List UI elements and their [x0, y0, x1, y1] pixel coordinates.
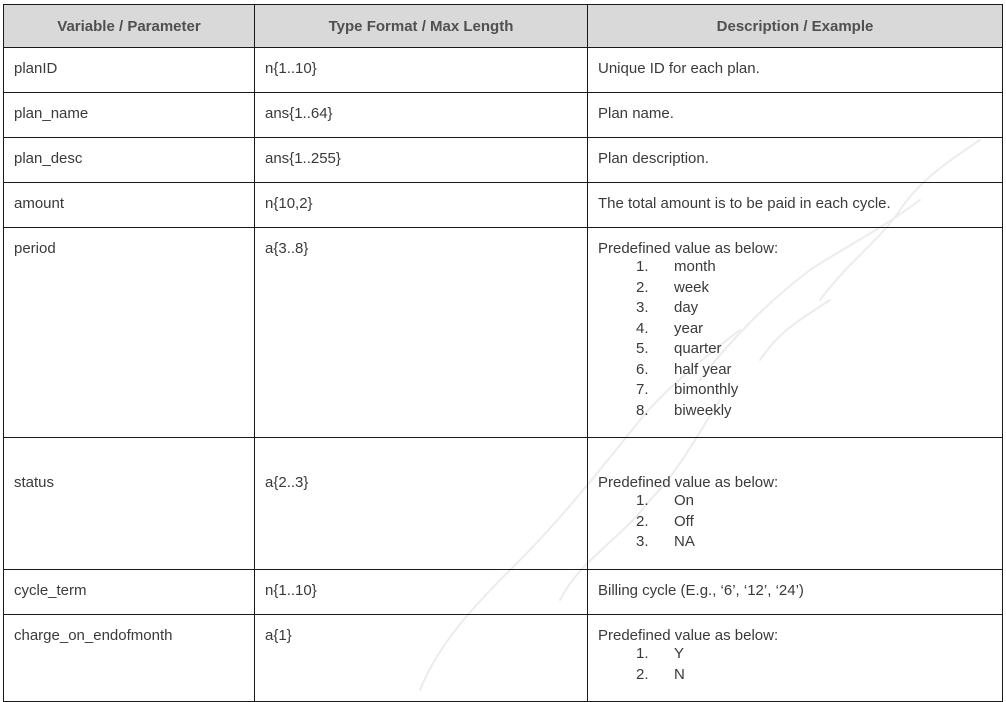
- option-label: Off: [674, 512, 694, 530]
- description-cell: [588, 438, 1003, 570]
- type-cell: n{10,2}: [255, 183, 588, 228]
- list-item: [636, 665, 992, 686]
- list-item: [636, 401, 992, 422]
- list-item: [636, 380, 992, 401]
- option-label: month: [674, 258, 716, 275]
- variable-cell: amount: [4, 183, 255, 228]
- option-number: 3.: [636, 299, 649, 316]
- description-intro: Predefined value as below:: [598, 627, 779, 644]
- header-variable: Variable / Parameter: [4, 5, 255, 48]
- option-label: week: [674, 278, 710, 296]
- list-item: [636, 257, 992, 278]
- type-cell: a{2..3}: [255, 438, 588, 570]
- option-label: year: [674, 319, 704, 337]
- variable-cell: plan_desc: [4, 138, 255, 183]
- description-cell: Billing cycle (E.g., ‘6’, ‘12’, ‘24’): [588, 570, 1003, 615]
- list-item: [636, 644, 992, 665]
- table-row: [4, 570, 1003, 615]
- description-cell: [588, 228, 1003, 438]
- type-cell: n{1..10}: [255, 48, 588, 93]
- table-row: [4, 183, 1003, 228]
- option-label: day: [674, 299, 699, 316]
- description-cell: [588, 615, 1003, 702]
- description-cell: Unique ID for each plan.: [588, 48, 1003, 93]
- table-row: [4, 48, 1003, 93]
- header-description: Description / Example: [588, 5, 1003, 48]
- variable-cell: period: [4, 228, 255, 438]
- option-number: 1.: [636, 492, 649, 509]
- description-cell: Plan description.: [588, 138, 1003, 183]
- table-row: [4, 93, 1003, 138]
- table-row: [4, 438, 1003, 570]
- option-label: quarter: [674, 340, 722, 357]
- list-item: [636, 298, 992, 319]
- spec-table: [3, 4, 1003, 702]
- table-row: [4, 228, 1003, 438]
- list-item: [636, 278, 992, 299]
- option-number: 2.: [636, 278, 649, 296]
- header-row: [4, 5, 1003, 48]
- type-cell: ans{1..255}: [255, 138, 588, 183]
- description-cell: The total amount is to be paid in each cycle.: [588, 183, 1003, 228]
- list-item: [636, 532, 992, 553]
- type-cell: a{1}: [255, 615, 588, 702]
- variable-cell: cycle_term: [4, 570, 255, 615]
- option-label: bimonthly: [674, 381, 739, 398]
- variable-cell: charge_on_endofmonth: [4, 615, 255, 702]
- option-number: 3.: [636, 533, 649, 550]
- option-number: 8.: [636, 401, 649, 419]
- type-cell: n{1..10}: [255, 570, 588, 615]
- variable-cell: planID: [4, 48, 255, 93]
- option-number: 2.: [636, 665, 649, 683]
- option-number: 7.: [636, 381, 649, 398]
- header-type: Type Format / Max Length: [255, 5, 588, 48]
- list-item: [636, 319, 992, 340]
- option-number: 5.: [636, 340, 649, 357]
- description-intro: Predefined value as below:: [598, 240, 779, 257]
- option-number: 1.: [636, 258, 649, 275]
- list-item: [636, 512, 992, 533]
- option-label: Y: [674, 645, 685, 662]
- description-cell: Plan name.: [588, 93, 1003, 138]
- option-number: 4.: [636, 319, 649, 337]
- description-intro: Predefined value as below:: [598, 474, 779, 491]
- option-label: N: [674, 665, 685, 683]
- option-number: 6.: [636, 360, 649, 378]
- option-label: biweekly: [674, 401, 732, 419]
- type-cell: ans{1..64}: [255, 93, 588, 138]
- option-label: half year: [674, 360, 732, 378]
- option-list: [598, 644, 992, 685]
- type-cell: a{3..8}: [255, 228, 588, 438]
- table-row: [4, 138, 1003, 183]
- option-number: 2.: [636, 512, 649, 530]
- option-label: On: [674, 492, 695, 509]
- table-row: [4, 615, 1003, 702]
- list-item: [636, 339, 992, 360]
- variable-cell: plan_name: [4, 93, 255, 138]
- option-list: [598, 257, 992, 421]
- variable-cell: status: [4, 438, 255, 570]
- option-number: 1.: [636, 645, 649, 662]
- list-item: [636, 491, 992, 512]
- option-label: NA: [674, 533, 695, 550]
- list-item: [636, 360, 992, 381]
- option-list: [598, 491, 992, 553]
